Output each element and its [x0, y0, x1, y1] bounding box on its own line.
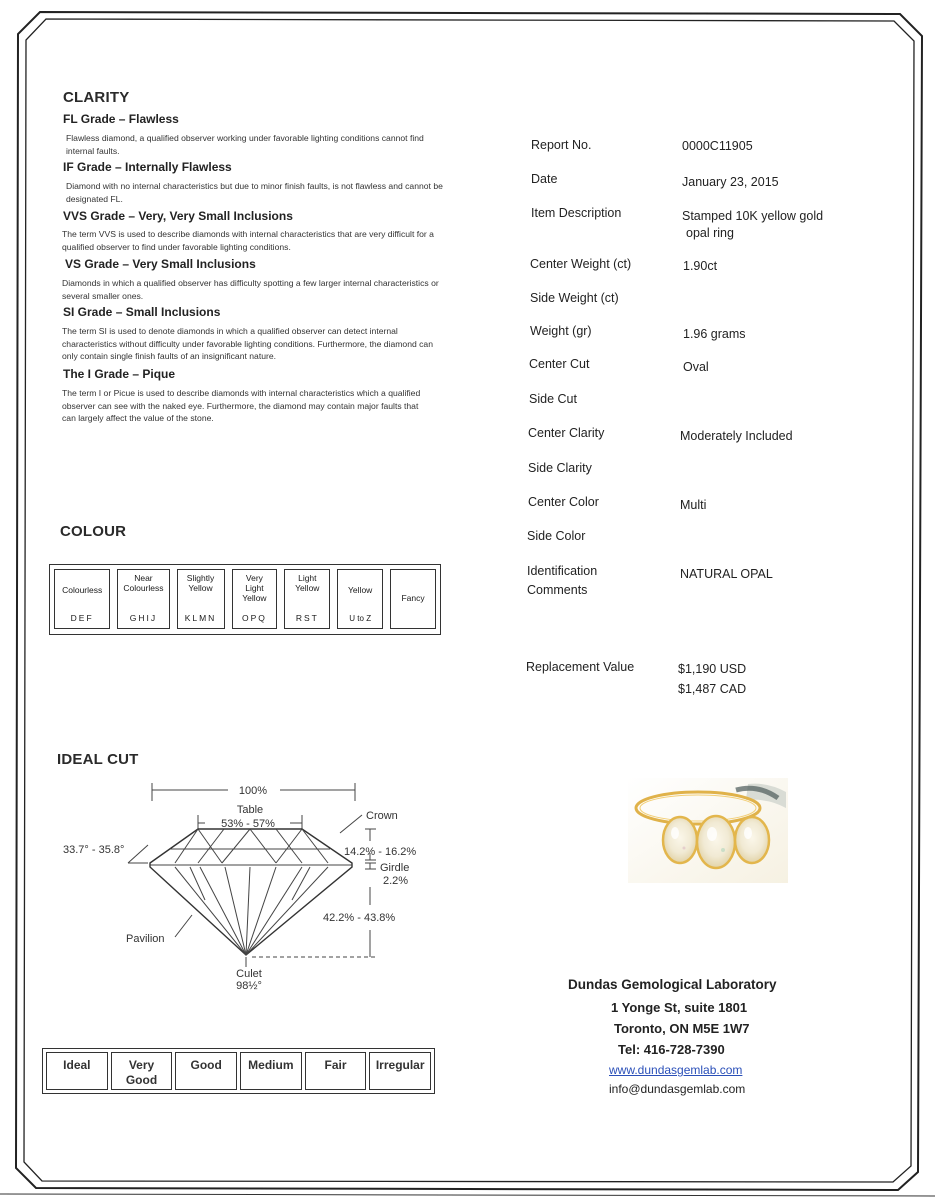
field-label-comments: Comments [527, 583, 588, 597]
culet-label: Culet [236, 968, 262, 980]
ring-photo [628, 778, 788, 883]
clarity-title: CLARITY [63, 89, 130, 106]
lab-address-line1: 1 Yonge St, suite 1801 [611, 1000, 748, 1015]
field-label-center-clarity: Center Clarity [528, 426, 605, 440]
colour-cell-code: U to Z [349, 614, 372, 623]
colour-cell [284, 569, 330, 629]
diamond-proportions-diagram [40, 775, 440, 995]
grade-desc-vvs: The term VVS is used to describe diamonds with internal characteristics that are very difficult for a qualified observer to find under favorable lighting conditions. [62, 229, 434, 252]
lab-address-line2: Toronto, ON M5E 1W7 [614, 1021, 750, 1036]
colour-cell [54, 569, 110, 629]
table-label: Table [236, 804, 264, 816]
field-label-center-cut: Center Cut [529, 357, 590, 371]
grade-desc-i: The term I or Picue is used to describe diamonds with internal characteristics which a qualified observer can see with the naked eye. Furthermore, the diamond may contain major faults that can largely affect the value of the stone. [62, 388, 421, 423]
width-label: 100% [238, 785, 268, 797]
field-label-item-description: Item Description [531, 206, 622, 220]
colour-cell-label: Near Colourless [123, 573, 164, 593]
field-label-weight-gr: Weight (gr) [530, 324, 592, 338]
crown-angle-label: 33.7° - 35.8° [63, 844, 125, 856]
field-label-side-clarity: Side Clarity [528, 461, 592, 475]
colour-cell [177, 569, 225, 629]
field-value-center-weight: 1.90ct [683, 259, 718, 273]
grade-title-fl: FL Grade – Flawless [63, 112, 179, 126]
lab-phone: Tel: 416-728-7390 [618, 1042, 725, 1057]
field-label-report-no: Report No. [531, 138, 592, 152]
field-label-side-weight: Side Weight (ct) [530, 291, 619, 305]
cut-grade-cell: Irregular [369, 1052, 431, 1090]
cut-grade-cell: Very Good [111, 1052, 173, 1090]
girdle-value-label: 2.2% [383, 875, 409, 887]
lab-website-link[interactable]: www.dundasgemlab.com [609, 1063, 743, 1077]
field-label-side-color: Side Color [527, 529, 586, 543]
pavilion-label: Pavilion [126, 933, 165, 945]
cut-grade-cell: Ideal [46, 1052, 108, 1090]
cut-grade-cell: Good [175, 1052, 237, 1090]
field-value-date: January 23, 2015 [682, 175, 779, 189]
field-label-date: Date [531, 172, 558, 186]
grade-desc-if: Diamond with no internal characteristics but due to minor finish faults, is not flawless and cannot be designated FL. [66, 181, 443, 204]
colour-cell-code: GHIJ [129, 613, 158, 623]
field-value-center-cut: Oval [683, 360, 709, 374]
grade-title-if: IF Grade – Internally Flawless [63, 160, 232, 174]
colour-cell [232, 569, 278, 629]
grade-desc-fl: Flawless diamond, a qualified observer working under favorable lighting conditions cannot find internal faults. [66, 133, 424, 156]
pavilion-depth-label: 42.2% - 43.8% [323, 912, 396, 924]
replacement-value-usd: $1,190 USD [678, 662, 747, 676]
lab-name: Dundas Gemological Laboratory [568, 977, 777, 992]
grade-desc-si: The term SI is used to denote diamonds in which a qualified observer can detect internal characteristics without difficulty under favorable lighting conditions. Furthermore, the diamond can only contain single finish faults of an insignificant nature. [62, 326, 433, 361]
colour-cell-label: Fancy [401, 593, 425, 603]
girdle-label: Girdle [380, 862, 410, 874]
field-value-center-color: Multi [680, 498, 707, 512]
colour-cell [390, 569, 436, 629]
field-value-item-description: Stamped 10K yellow gold [682, 209, 824, 223]
grade-desc-vs: Diamonds in which a qualified observer has difficulty spotting a few larger internal characteristics or several smaller ones. [62, 278, 439, 301]
culet-value-label: 98½° [236, 980, 262, 992]
table-range-label: 53% - 57% [221, 818, 275, 830]
cut-grade-cell: Fair [305, 1052, 367, 1090]
crown-height-label: 14.2% - 16.2% [344, 846, 417, 858]
field-label-center-weight: Center Weight (ct) [530, 257, 632, 271]
colour-cell-code: KLMN [184, 613, 217, 623]
replacement-value-label: Replacement Value [526, 660, 635, 674]
field-value-report-no: 0000C11905 [682, 139, 753, 153]
lab-email: info@dundasgemlab.com [609, 1082, 746, 1096]
field-value-identification: NATURAL OPAL [680, 567, 773, 581]
replacement-value-cad: $1,487 CAD [678, 682, 747, 696]
grade-title-i: The I Grade – Pique [63, 367, 176, 381]
colour-cell-label: Slightly Yellow [186, 573, 215, 593]
colour-cell-code: RST [295, 613, 319, 623]
colour-cell-label: Light Yellow [295, 573, 320, 593]
colour-cell-label: Colourless [62, 585, 103, 595]
grade-title-vs: VS Grade – Very Small Inclusions [65, 257, 256, 271]
colour-cell-code: OPQ [241, 613, 267, 623]
cut-grade-scale [42, 1048, 435, 1094]
field-label-side-cut: Side Cut [529, 392, 577, 406]
grade-title-si: SI Grade – Small Inclusions [63, 305, 221, 319]
colour-scale [49, 564, 441, 635]
ideal-cut-title: IDEAL CUT [57, 751, 139, 768]
grade-title-vvs: VVS Grade – Very, Very Small Inclusions [63, 209, 293, 223]
field-label-identification: Identification [527, 564, 598, 578]
field-value-weight-gr: 1.96 grams [683, 327, 746, 341]
colour-cell-label: Very Light Yellow [242, 573, 267, 603]
colour-cell-label: Yellow [348, 585, 373, 595]
crown-label: Crown [366, 810, 398, 822]
colour-title: COLOUR [60, 523, 127, 540]
field-value-item-description-line2: opal ring [686, 226, 734, 240]
field-value-center-clarity: Moderately Included [680, 429, 793, 443]
colour-cell [117, 569, 169, 629]
cut-grade-cell: Medium [240, 1052, 302, 1090]
colour-cell [337, 569, 383, 629]
field-label-center-color: Center Color [528, 495, 599, 509]
colour-cell-code: DEF [70, 613, 94, 623]
